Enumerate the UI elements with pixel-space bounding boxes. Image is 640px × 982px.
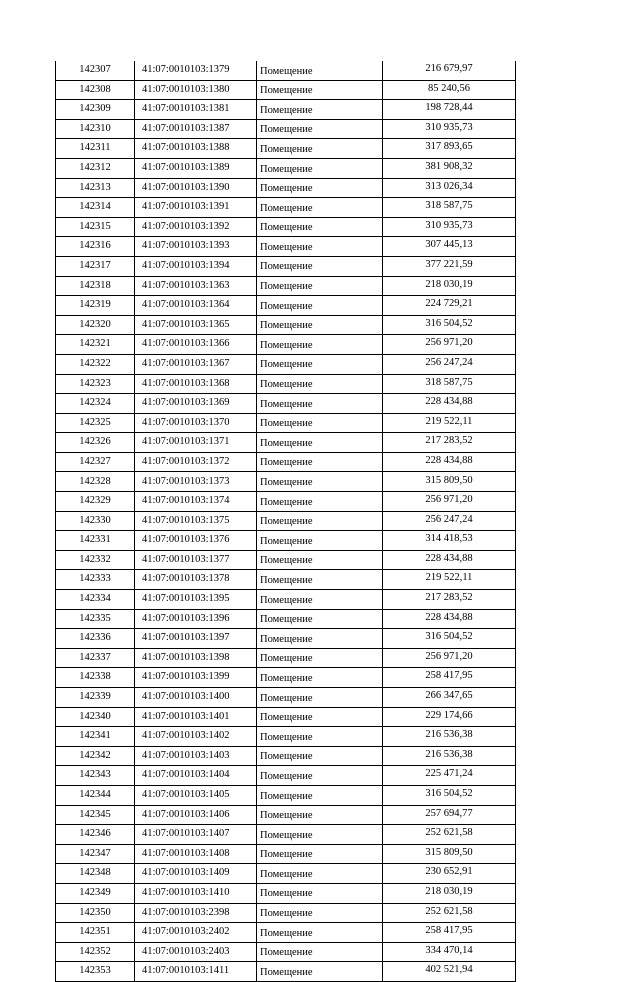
table-row bbox=[56, 296, 516, 316]
cadastral-value-cell: 310 935,73 bbox=[383, 119, 516, 139]
cadastral-number-cell: 41:07:0010103:1406 bbox=[135, 805, 257, 825]
table-row bbox=[56, 707, 516, 727]
object-type-cell: Помещение bbox=[257, 668, 383, 688]
cadastral-number-cell: 41:07:0010103:1393 bbox=[135, 237, 257, 257]
cadastral-number-cell: 41:07:0010103:1397 bbox=[135, 629, 257, 649]
cadastral-value-cell: 216 536,38 bbox=[383, 746, 516, 766]
cadastral-number-cell: 41:07:0010103:1367 bbox=[135, 354, 257, 374]
object-type-cell: Помещение bbox=[257, 80, 383, 100]
row-number-cell: 142323 bbox=[56, 374, 135, 394]
cadastral-number-cell: 41:07:0010103:1401 bbox=[135, 707, 257, 727]
table-row bbox=[56, 178, 516, 198]
cadastral-number-cell: 41:07:0010103:1375 bbox=[135, 511, 257, 531]
cadastral-value-cell: 402 521,94 bbox=[383, 962, 516, 982]
object-type-cell: Помещение bbox=[257, 942, 383, 962]
cadastral-number-cell: 41:07:0010103:1369 bbox=[135, 394, 257, 414]
object-type-cell: Помещение bbox=[257, 237, 383, 257]
table-row bbox=[56, 433, 516, 453]
cadastral-number-cell: 41:07:0010103:1396 bbox=[135, 609, 257, 629]
table-row bbox=[56, 217, 516, 237]
row-number-cell: 142310 bbox=[56, 119, 135, 139]
cadastral-number-cell: 41:07:0010103:1373 bbox=[135, 472, 257, 492]
cadastral-value-cell: 310 935,73 bbox=[383, 217, 516, 237]
row-number-cell: 142316 bbox=[56, 237, 135, 257]
table-row bbox=[56, 413, 516, 433]
cadastral-value-cell: 313 026,34 bbox=[383, 178, 516, 198]
object-type-cell: Помещение bbox=[257, 354, 383, 374]
row-number-cell: 142335 bbox=[56, 609, 135, 629]
cadastral-value-cell: 256 971,20 bbox=[383, 492, 516, 512]
row-number-cell: 142307 bbox=[56, 61, 135, 80]
cadastral-value-cell: 314 418,53 bbox=[383, 531, 516, 551]
cadastral-value-cell: 316 504,52 bbox=[383, 315, 516, 335]
table-row bbox=[56, 688, 516, 708]
cadastral-number-cell: 41:07:0010103:1378 bbox=[135, 570, 257, 590]
row-number-cell: 142325 bbox=[56, 413, 135, 433]
property-table bbox=[55, 61, 516, 982]
cadastral-value-cell: 217 283,52 bbox=[383, 433, 516, 453]
row-number-cell: 142328 bbox=[56, 472, 135, 492]
object-type-cell: Помещение bbox=[257, 413, 383, 433]
table-row bbox=[56, 942, 516, 962]
cadastral-value-cell: 228 434,88 bbox=[383, 609, 516, 629]
object-type-cell: Помещение bbox=[257, 844, 383, 864]
row-number-cell: 142318 bbox=[56, 276, 135, 296]
row-number-cell: 142352 bbox=[56, 942, 135, 962]
table-row bbox=[56, 805, 516, 825]
row-number-cell: 142314 bbox=[56, 198, 135, 218]
object-type-cell: Помещение bbox=[257, 707, 383, 727]
cadastral-number-cell: 41:07:0010103:1409 bbox=[135, 864, 257, 884]
cadastral-number-cell: 41:07:0010103:1391 bbox=[135, 198, 257, 218]
cadastral-value-cell: 218 030,19 bbox=[383, 276, 516, 296]
object-type-cell: Помещение bbox=[257, 805, 383, 825]
row-number-cell: 142347 bbox=[56, 844, 135, 864]
cadastral-number-cell: 41:07:0010103:1405 bbox=[135, 785, 257, 805]
cadastral-value-cell: 216 536,38 bbox=[383, 727, 516, 747]
object-type-cell: Помещение bbox=[257, 785, 383, 805]
cadastral-value-cell: 256 247,24 bbox=[383, 511, 516, 531]
table-row bbox=[56, 883, 516, 903]
table-row bbox=[56, 629, 516, 649]
cadastral-number-cell: 41:07:0010103:1370 bbox=[135, 413, 257, 433]
cadastral-value-cell: 228 434,88 bbox=[383, 452, 516, 472]
cadastral-value-cell: 317 893,65 bbox=[383, 139, 516, 159]
table-row bbox=[56, 844, 516, 864]
cadastral-value-cell: 258 417,95 bbox=[383, 923, 516, 943]
table-row bbox=[56, 746, 516, 766]
cadastral-number-cell: 41:07:0010103:1389 bbox=[135, 158, 257, 178]
table-row bbox=[56, 198, 516, 218]
row-number-cell: 142351 bbox=[56, 923, 135, 943]
cadastral-value-cell: 307 445,13 bbox=[383, 237, 516, 257]
row-number-cell: 142317 bbox=[56, 256, 135, 276]
cadastral-number-cell: 41:07:0010103:1408 bbox=[135, 844, 257, 864]
cadastral-value-cell: 258 417,95 bbox=[383, 668, 516, 688]
cadastral-value-cell: 256 247,24 bbox=[383, 354, 516, 374]
cadastral-number-cell: 41:07:0010103:1399 bbox=[135, 668, 257, 688]
cadastral-number-cell: 41:07:0010103:1374 bbox=[135, 492, 257, 512]
table-row bbox=[56, 80, 516, 100]
object-type-cell: Помещение bbox=[257, 609, 383, 629]
table-row bbox=[56, 766, 516, 786]
row-number-cell: 142324 bbox=[56, 394, 135, 414]
object-type-cell: Помещение bbox=[257, 903, 383, 923]
cadastral-number-cell: 41:07:0010103:1366 bbox=[135, 335, 257, 355]
cadastral-value-cell: 315 809,50 bbox=[383, 844, 516, 864]
object-type-cell: Помещение bbox=[257, 864, 383, 884]
row-number-cell: 142313 bbox=[56, 178, 135, 198]
cadastral-number-cell: 41:07:0010103:1381 bbox=[135, 100, 257, 120]
object-type-cell: Помещение bbox=[257, 550, 383, 570]
cadastral-number-cell: 41:07:0010103:1380 bbox=[135, 80, 257, 100]
cadastral-number-cell: 41:07:0010103:1363 bbox=[135, 276, 257, 296]
table-row bbox=[56, 785, 516, 805]
cadastral-value-cell: 228 434,88 bbox=[383, 394, 516, 414]
object-type-cell: Помещение bbox=[257, 158, 383, 178]
object-type-cell: Помещение bbox=[257, 217, 383, 237]
object-type-cell: Помещение bbox=[257, 119, 383, 139]
object-type-cell: Помещение bbox=[257, 433, 383, 453]
cadastral-value-cell: 252 621,58 bbox=[383, 825, 516, 845]
table-row bbox=[56, 139, 516, 159]
object-type-cell: Помещение bbox=[257, 727, 383, 747]
cadastral-value-cell: 229 174,66 bbox=[383, 707, 516, 727]
cadastral-value-cell: 257 694,77 bbox=[383, 805, 516, 825]
cadastral-value-cell: 217 283,52 bbox=[383, 590, 516, 610]
object-type-cell: Помещение bbox=[257, 61, 383, 80]
row-number-cell: 142349 bbox=[56, 883, 135, 903]
table-row bbox=[56, 903, 516, 923]
object-type-cell: Помещение bbox=[257, 178, 383, 198]
row-number-cell: 142345 bbox=[56, 805, 135, 825]
table-row bbox=[56, 531, 516, 551]
cadastral-number-cell: 41:07:0010103:1388 bbox=[135, 139, 257, 159]
object-type-cell: Помещение bbox=[257, 100, 383, 120]
object-type-cell: Помещение bbox=[257, 296, 383, 316]
table-row bbox=[56, 158, 516, 178]
cadastral-value-cell: 256 971,20 bbox=[383, 648, 516, 668]
row-number-cell: 142333 bbox=[56, 570, 135, 590]
object-type-cell: Помещение bbox=[257, 256, 383, 276]
table-row bbox=[56, 550, 516, 570]
cadastral-number-cell: 41:07:0010103:1403 bbox=[135, 746, 257, 766]
object-type-cell: Помещение bbox=[257, 629, 383, 649]
cadastral-number-cell: 41:07:0010103:1387 bbox=[135, 119, 257, 139]
cadastral-number-cell: 41:07:0010103:1364 bbox=[135, 296, 257, 316]
row-number-cell: 142344 bbox=[56, 785, 135, 805]
cadastral-number-cell: 41:07:0010103:1410 bbox=[135, 883, 257, 903]
table-row bbox=[56, 256, 516, 276]
cadastral-value-cell: 318 587,75 bbox=[383, 198, 516, 218]
object-type-cell: Помещение bbox=[257, 570, 383, 590]
row-number-cell: 142311 bbox=[56, 139, 135, 159]
cadastral-value-cell: 219 522,11 bbox=[383, 570, 516, 590]
row-number-cell: 142326 bbox=[56, 433, 135, 453]
row-number-cell: 142346 bbox=[56, 825, 135, 845]
row-number-cell: 142334 bbox=[56, 590, 135, 610]
cadastral-value-cell: 381 908,32 bbox=[383, 158, 516, 178]
table-row bbox=[56, 609, 516, 629]
row-number-cell: 142315 bbox=[56, 217, 135, 237]
table-row bbox=[56, 727, 516, 747]
cadastral-number-cell: 41:07:0010103:2398 bbox=[135, 903, 257, 923]
row-number-cell: 142338 bbox=[56, 668, 135, 688]
cadastral-number-cell: 41:07:0010103:1390 bbox=[135, 178, 257, 198]
table-row bbox=[56, 394, 516, 414]
cadastral-value-cell: 318 587,75 bbox=[383, 374, 516, 394]
table-row bbox=[56, 354, 516, 374]
cadastral-value-cell: 256 971,20 bbox=[383, 335, 516, 355]
row-number-cell: 142342 bbox=[56, 746, 135, 766]
table-row bbox=[56, 825, 516, 845]
row-number-cell: 142321 bbox=[56, 335, 135, 355]
object-type-cell: Помещение bbox=[257, 825, 383, 845]
object-type-cell: Помещение bbox=[257, 276, 383, 296]
row-number-cell: 142341 bbox=[56, 727, 135, 747]
table-row bbox=[56, 119, 516, 139]
cadastral-number-cell: 41:07:0010103:2403 bbox=[135, 942, 257, 962]
row-number-cell: 142330 bbox=[56, 511, 135, 531]
object-type-cell: Помещение bbox=[257, 962, 383, 982]
cadastral-number-cell: 41:07:0010103:1404 bbox=[135, 766, 257, 786]
object-type-cell: Помещение bbox=[257, 472, 383, 492]
cadastral-value-cell: 218 030,19 bbox=[383, 883, 516, 903]
cadastral-number-cell: 41:07:0010103:1395 bbox=[135, 590, 257, 610]
cadastral-number-cell: 41:07:0010103:1392 bbox=[135, 217, 257, 237]
cadastral-value-cell: 225 471,24 bbox=[383, 766, 516, 786]
cadastral-number-cell: 41:07:0010103:1402 bbox=[135, 727, 257, 747]
cadastral-number-cell: 41:07:0010103:1398 bbox=[135, 648, 257, 668]
table-row bbox=[56, 962, 516, 982]
table-row bbox=[56, 335, 516, 355]
cadastral-value-cell: 334 470,14 bbox=[383, 942, 516, 962]
cadastral-value-cell: 316 504,52 bbox=[383, 785, 516, 805]
cadastral-number-cell: 41:07:0010103:1407 bbox=[135, 825, 257, 845]
object-type-cell: Помещение bbox=[257, 648, 383, 668]
object-type-cell: Помещение bbox=[257, 590, 383, 610]
table-row bbox=[56, 452, 516, 472]
cadastral-value-cell: 315 809,50 bbox=[383, 472, 516, 492]
cadastral-value-cell: 219 522,11 bbox=[383, 413, 516, 433]
object-type-cell: Помещение bbox=[257, 492, 383, 512]
table-row bbox=[56, 472, 516, 492]
cadastral-number-cell: 41:07:0010103:1411 bbox=[135, 962, 257, 982]
object-type-cell: Помещение bbox=[257, 531, 383, 551]
row-number-cell: 142348 bbox=[56, 864, 135, 884]
cadastral-number-cell: 41:07:0010103:1377 bbox=[135, 550, 257, 570]
row-number-cell: 142309 bbox=[56, 100, 135, 120]
row-number-cell: 142327 bbox=[56, 452, 135, 472]
table-row bbox=[56, 237, 516, 257]
table-row bbox=[56, 492, 516, 512]
row-number-cell: 142339 bbox=[56, 688, 135, 708]
object-type-cell: Помещение bbox=[257, 394, 383, 414]
table-row bbox=[56, 511, 516, 531]
object-type-cell: Помещение bbox=[257, 315, 383, 335]
object-type-cell: Помещение bbox=[257, 374, 383, 394]
table-row bbox=[56, 570, 516, 590]
table-row bbox=[56, 590, 516, 610]
object-type-cell: Помещение bbox=[257, 883, 383, 903]
row-number-cell: 142322 bbox=[56, 354, 135, 374]
table-body bbox=[56, 61, 516, 981]
table-row bbox=[56, 61, 516, 80]
table-row bbox=[56, 864, 516, 884]
cadastral-value-cell: 198 728,44 bbox=[383, 100, 516, 120]
row-number-cell: 142319 bbox=[56, 296, 135, 316]
cadastral-value-cell: 252 621,58 bbox=[383, 903, 516, 923]
cadastral-number-cell: 41:07:0010103:1371 bbox=[135, 433, 257, 453]
cadastral-value-cell: 266 347,65 bbox=[383, 688, 516, 708]
cadastral-number-cell: 41:07:0010103:1368 bbox=[135, 374, 257, 394]
object-type-cell: Помещение bbox=[257, 452, 383, 472]
cadastral-value-cell: 230 652,91 bbox=[383, 864, 516, 884]
row-number-cell: 142340 bbox=[56, 707, 135, 727]
cadastral-number-cell: 41:07:0010103:1400 bbox=[135, 688, 257, 708]
cadastral-value-cell: 224 729,21 bbox=[383, 296, 516, 316]
table-row bbox=[56, 315, 516, 335]
table-row bbox=[56, 276, 516, 296]
object-type-cell: Помещение bbox=[257, 688, 383, 708]
cadastral-number-cell: 41:07:0010103:2402 bbox=[135, 923, 257, 943]
row-number-cell: 142331 bbox=[56, 531, 135, 551]
table-row bbox=[56, 100, 516, 120]
table-row bbox=[56, 668, 516, 688]
row-number-cell: 142350 bbox=[56, 903, 135, 923]
object-type-cell: Помещение bbox=[257, 198, 383, 218]
cadastral-value-cell: 228 434,88 bbox=[383, 550, 516, 570]
object-type-cell: Помещение bbox=[257, 511, 383, 531]
object-type-cell: Помещение bbox=[257, 923, 383, 943]
table-row bbox=[56, 648, 516, 668]
cadastral-value-cell: 216 679,97 bbox=[383, 61, 516, 80]
cadastral-number-cell: 41:07:0010103:1372 bbox=[135, 452, 257, 472]
table-row bbox=[56, 374, 516, 394]
cadastral-value-cell: 377 221,59 bbox=[383, 256, 516, 276]
row-number-cell: 142353 bbox=[56, 962, 135, 982]
object-type-cell: Помещение bbox=[257, 335, 383, 355]
cadastral-number-cell: 41:07:0010103:1365 bbox=[135, 315, 257, 335]
row-number-cell: 142337 bbox=[56, 648, 135, 668]
row-number-cell: 142312 bbox=[56, 158, 135, 178]
object-type-cell: Помещение bbox=[257, 746, 383, 766]
object-type-cell: Помещение bbox=[257, 766, 383, 786]
cadastral-number-cell: 41:07:0010103:1394 bbox=[135, 256, 257, 276]
cadastral-number-cell: 41:07:0010103:1376 bbox=[135, 531, 257, 551]
row-number-cell: 142332 bbox=[56, 550, 135, 570]
row-number-cell: 142329 bbox=[56, 492, 135, 512]
row-number-cell: 142308 bbox=[56, 80, 135, 100]
table-row bbox=[56, 923, 516, 943]
object-type-cell: Помещение bbox=[257, 139, 383, 159]
cadastral-value-cell: 316 504,52 bbox=[383, 629, 516, 649]
row-number-cell: 142336 bbox=[56, 629, 135, 649]
cadastral-number-cell: 41:07:0010103:1379 bbox=[135, 61, 257, 80]
cadastral-value-cell: 85 240,56 bbox=[383, 80, 516, 100]
row-number-cell: 142343 bbox=[56, 766, 135, 786]
row-number-cell: 142320 bbox=[56, 315, 135, 335]
